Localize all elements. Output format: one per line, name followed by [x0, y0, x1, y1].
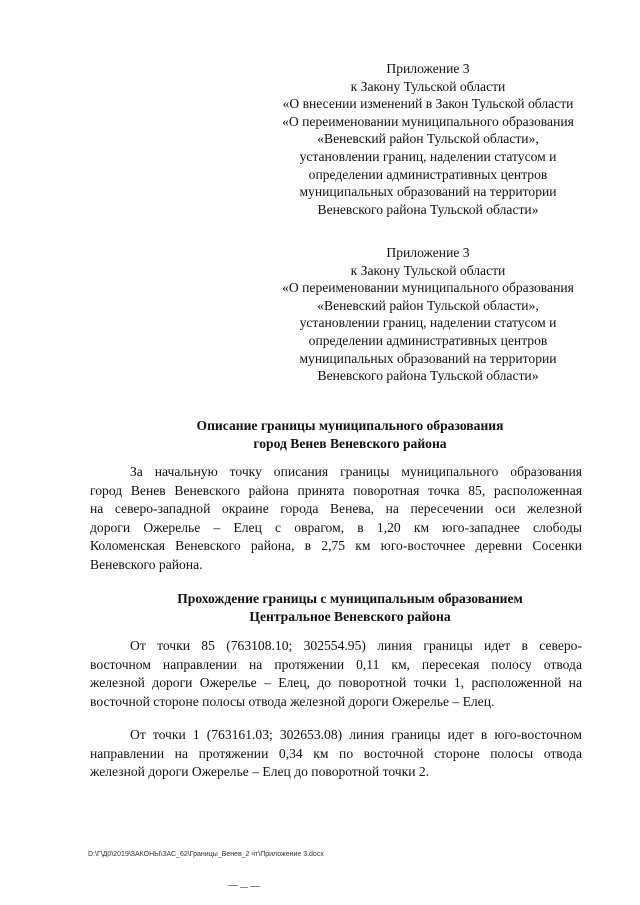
appendix-header-original [258, 244, 598, 385]
paragraph-line: железной дороги Ожерелье – Елец до поворотной точки 2. [90, 764, 430, 780]
appendix-line: установлении границ, наделении статусом и [299, 315, 557, 331]
paragraph-point-85 [90, 637, 582, 711]
appendix-line: к Закону Тульской области [350, 78, 506, 94]
section-title-line: город Венев Веневского района [253, 435, 447, 451]
paragraph-line: восточном направлении на протяжении 0,11 км, пересекая полосу отвода [90, 656, 582, 672]
paragraph-line: на северо-западной окраине города Венева, на пересечении оси железной [90, 501, 582, 517]
paragraph-point-1 [90, 726, 582, 782]
subsection-title-line: Прохождение границы с муниципальным образованием [177, 591, 523, 606]
appendix-line: Веневского района Тульской области» [317, 368, 539, 384]
appendix-line: «О переименовании муниципального образования [282, 280, 574, 296]
appendix-line: определении административных центров [308, 332, 548, 348]
section-title-line: Описание границы муниципального образования [196, 418, 504, 433]
appendix-line: установлении границ, наделении статусом и [299, 148, 557, 164]
paragraph-start-point [90, 463, 582, 575]
appendix-line: определении административных центров [308, 166, 548, 182]
paragraph-line: От точки 85 (763108.10; 302554.95) линия границы идет в северо- [130, 638, 582, 653]
paragraph-line: От точки 1 (763161.03; 302653.08) линия границы идет в юго-восточном [130, 727, 582, 742]
appendix-line: «Веневский район Тульской области», [317, 297, 539, 313]
appendix-header-current [258, 60, 598, 218]
footer-file-path: D:\Г\Д0\2019\ЗАКОНЫ\ЗАС_62\Границы_Венев_2 чт\Приложение 3.docx [88, 851, 324, 858]
scan-artifact-mark [228, 882, 262, 890]
paragraph-line: город Венев Веневского района принята поворотная точка 85, расположенная [90, 482, 582, 498]
paragraph-line: железной дороги Ожерелье – Елец, до поворотной точки 1, расположенной на [90, 675, 582, 691]
paragraph-line: За начальную точку описания границы муниципального образования [130, 464, 582, 479]
paragraph-line: дороги Ожерелье – Елец с оврагом, в 1,20 км юго-западнее слободы [90, 519, 582, 535]
appendix-line: муниципальных образований на территории [299, 350, 557, 366]
paragraph-line: Коломенская Веневского района, в 2,75 км юго-восточнее деревни Сосенки [90, 538, 582, 554]
paragraph-line: направлении на протяжении 0,34 км по восточной стороне полосы отвода [90, 745, 582, 761]
section-title [70, 417, 630, 452]
subsection-title-line: Центральное Веневского района [249, 608, 451, 624]
appendix-line: Приложение 3 [386, 245, 470, 260]
paragraph-line: Веневского района. [90, 556, 203, 572]
appendix-line: муниципальных образований на территории [299, 184, 557, 200]
appendix-line: Веневского района Тульской области» [317, 201, 539, 217]
appendix-line: к Закону Тульской области [350, 262, 506, 278]
appendix-line: «О переименовании муниципального образования [282, 113, 574, 129]
appendix-line: «О внесении изменений в Закон Тульской области [282, 96, 574, 112]
appendix-line: «Веневский район Тульской области», [317, 131, 539, 147]
subsection-title [70, 590, 630, 625]
paragraph-line: восточной стороне полосы отвода железной дороги Ожерелье – Елец. [90, 693, 495, 709]
appendix-line: Приложение 3 [386, 61, 470, 76]
